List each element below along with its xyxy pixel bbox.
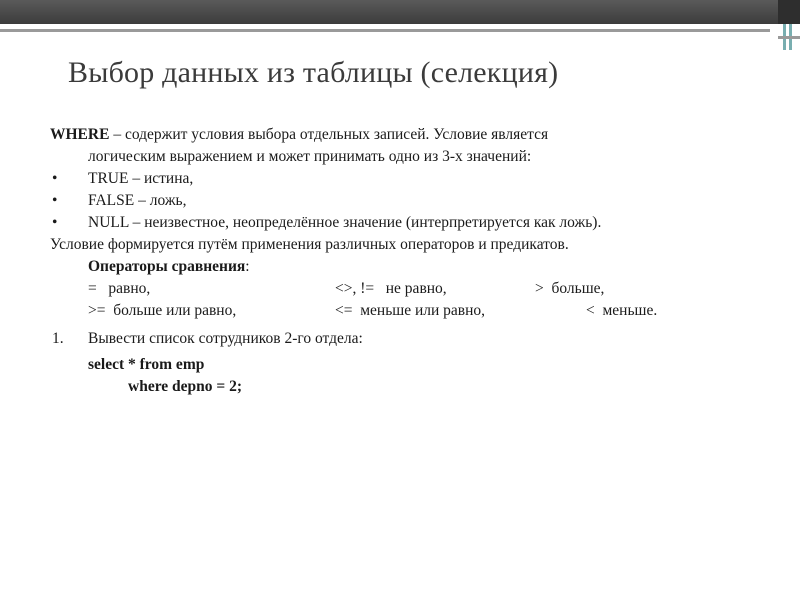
slide-title: Выбор данных из таблицы (селекция) bbox=[68, 56, 559, 89]
operators-heading bbox=[50, 256, 770, 278]
header-bar-corner bbox=[778, 0, 800, 24]
intro-line-1 bbox=[50, 124, 770, 146]
example-number: 1. bbox=[52, 330, 64, 347]
bullet-item bbox=[50, 168, 770, 190]
condition-text: Условие формируется путём применения различных операторов и предикатов. bbox=[50, 236, 569, 253]
intro-text-1: – содержит условия выбора отдельных записей. Условие является bbox=[109, 126, 549, 143]
bullet-text: TRUE – истина, bbox=[88, 170, 194, 187]
where-keyword: WHERE bbox=[50, 126, 110, 143]
bullet-text: NULL – неизвестное, неопределённое значение (интерпретируется как ложь). bbox=[88, 214, 602, 231]
example-item bbox=[50, 328, 770, 350]
accent-line bbox=[0, 29, 770, 32]
bullet-item bbox=[50, 190, 770, 212]
intro-line-2: логическим выражением и может принимать одно из 3-х значений: bbox=[88, 148, 532, 165]
slide-body bbox=[50, 124, 770, 398]
corner-ornament bbox=[778, 24, 800, 50]
sql-code-line-2: where depno = 2; bbox=[128, 378, 243, 395]
operator-less: < меньше. bbox=[586, 302, 658, 319]
operators-row-1 bbox=[50, 278, 770, 300]
example-text: Вывести список сотрудников 2-го отдела: bbox=[88, 330, 363, 347]
bullet-marker: • bbox=[52, 192, 58, 209]
bullet-text: FALSE – ложь, bbox=[88, 192, 187, 209]
operators-heading-text: Операторы сравнения bbox=[88, 258, 246, 275]
operators-row-2 bbox=[50, 300, 770, 322]
operator-equal: = равно, bbox=[88, 280, 151, 297]
operator-greater: > больше, bbox=[535, 280, 605, 297]
bullet-marker: • bbox=[52, 214, 58, 231]
header-bar bbox=[0, 0, 800, 24]
operator-less-equal: <= меньше или равно, bbox=[335, 302, 486, 319]
operators-heading-suffix: : bbox=[245, 258, 250, 275]
sql-code-line-1: select * from emp bbox=[88, 356, 205, 373]
operator-not-equal: <>, != не равно, bbox=[335, 280, 447, 297]
operator-greater-equal: >= больше или равно, bbox=[88, 302, 237, 319]
bullet-item bbox=[50, 212, 770, 234]
bullet-marker: • bbox=[52, 170, 58, 187]
